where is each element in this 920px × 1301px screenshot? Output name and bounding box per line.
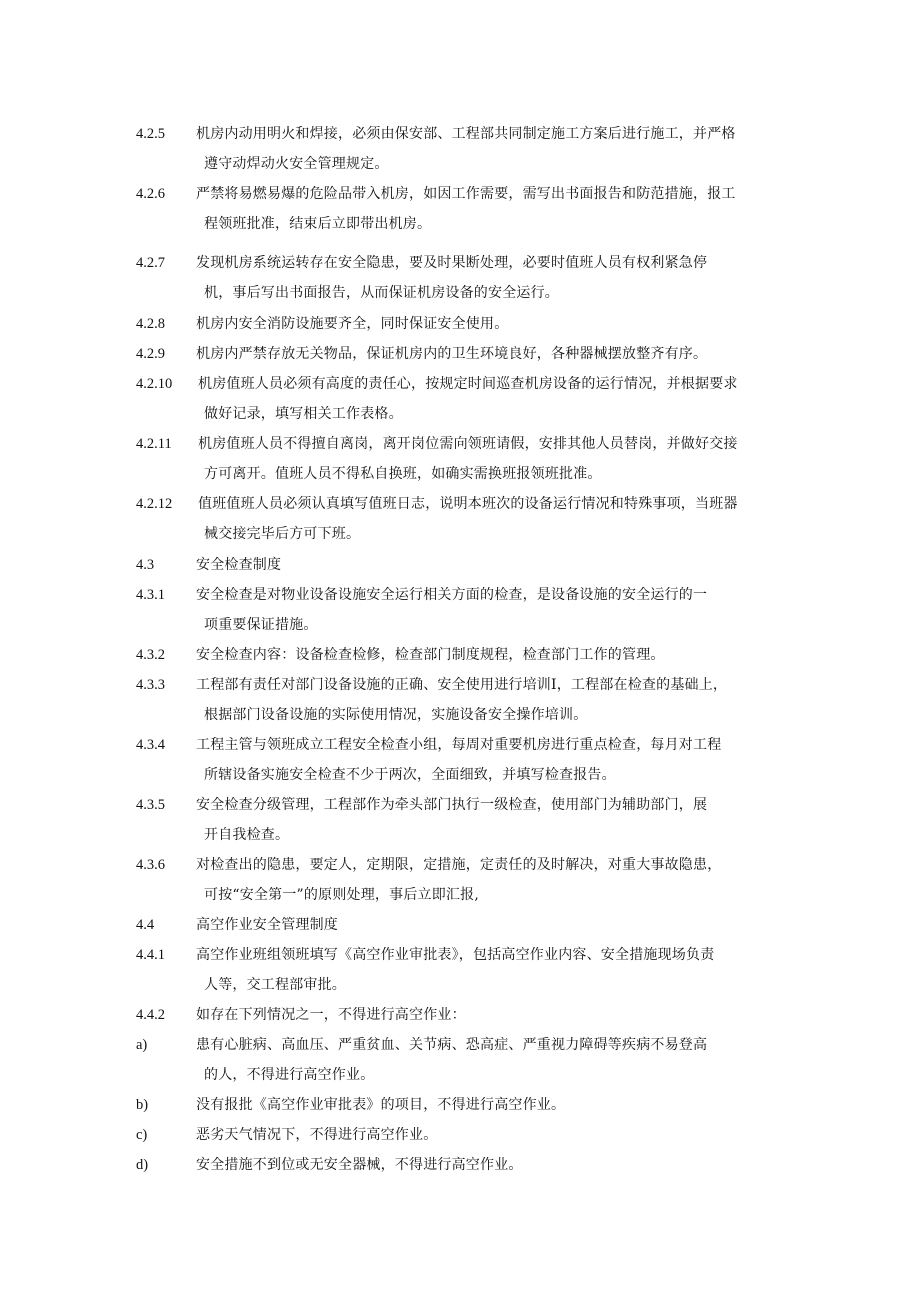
clause-text: 机房内严禁存放无关物品，保证机房内的卫生环境良好，各种器械摆放整齐有序。 — [196, 346, 708, 362]
clause-text: 机房值班人员必须有高度的责任心，按规定时间巡查机房设备的运行情况，并根据要求 — [198, 376, 738, 392]
clause-text: 值班值班人员必须认真填写值班日志，说明本班次的设备运行情况和特殊事项，当班器 — [198, 496, 738, 512]
list-item-c — [136, 1125, 796, 1145]
clause-number: 4.2.12 — [136, 496, 173, 512]
clause-4-4-2 — [136, 1005, 796, 1025]
clause-number: 4.3.1 — [136, 587, 165, 603]
section-4-4-heading — [136, 915, 796, 935]
list-item-d — [136, 1155, 796, 1175]
clause-4-2-10 — [136, 374, 796, 424]
clause-number: 4.4.2 — [136, 1007, 165, 1023]
clause-4-3-5 — [136, 795, 796, 845]
clause-text: 工程主管与领班成立工程安全检查小组，每周对重要机房进行重点检查，每月对工程 — [196, 737, 722, 753]
section-number: 4.3 — [136, 557, 155, 573]
clause-text-continued: 可按“安全第一”的原则处理，事后立即汇报, — [204, 887, 479, 903]
clause-4-2-5 — [136, 124, 796, 174]
clause-text-continued: 械交接完毕后方可下班。 — [204, 526, 361, 542]
clause-4-2-7 — [136, 253, 796, 303]
clause-number: 4.3.5 — [136, 797, 165, 813]
section-number: 4.4 — [136, 917, 155, 933]
clause-4-2-6 — [136, 184, 796, 234]
section-title: 高空作业安全管理制度 — [196, 917, 338, 933]
clause-text: 如存在下列情况之一，不得进行高空作业： — [196, 1007, 466, 1023]
clause-text-continued: 根据部门设备设施的实际使用情况，实施设备安全操作培训。 — [204, 707, 588, 723]
list-marker: a) — [136, 1037, 148, 1053]
clause-text-continued: 方可离开。值班人员不得私自换班，如确实需换班报领班批准。 — [204, 466, 602, 482]
clause-text: 安全检查分级管理，工程部作为牵头部门执行一级检查，使用部门为辅助部门，展 — [196, 797, 708, 813]
clause-number: 4.2.11 — [136, 436, 172, 452]
clause-number: 4.3.2 — [136, 647, 165, 663]
clause-text: 机房值班人员不得擅自离岗，离开岗位需向领班请假，安排其他人员替岗，并做好交接 — [198, 436, 738, 452]
clause-text-continued: 项重要保证措施。 — [204, 617, 318, 633]
clause-text-continued: 开自我检查。 — [204, 827, 290, 843]
list-item-text-continued: 的人，不得进行高空作业。 — [204, 1067, 375, 1083]
clause-4-2-12 — [136, 494, 796, 544]
clause-4-2-9 — [136, 344, 796, 364]
list-item-text: 患有心脏病、高血压、严重贫血、关节病、恐高症、严重视力障碍等疾病不易登高 — [196, 1037, 708, 1053]
clause-text-continued: 遵守动焊动火安全管理规定。 — [204, 156, 389, 172]
clause-text: 对检查出的隐患，要定人，定期限，定措施，定责任的及时解决，对重大事故隐患， — [196, 857, 722, 873]
clause-4-3-2 — [136, 645, 796, 665]
clause-number: 4.4.1 — [136, 947, 165, 963]
section-title: 安全检查制度 — [196, 557, 282, 573]
list-item-text: 安全措施不到位或无安全器械，不得进行高空作业。 — [196, 1157, 523, 1173]
clause-text: 安全检查是对物业设备设施安全运行相关方面的检查，是设备设施的安全运行的一 — [196, 587, 708, 603]
clause-number: 4.3.3 — [136, 677, 165, 693]
clause-text-continued: 做好记录，填写相关工作表格。 — [204, 406, 403, 422]
clause-text-continued: 程领班批准，结束后立即带出机房。 — [204, 216, 432, 232]
clause-number: 4.3.4 — [136, 737, 165, 753]
clause-4-3-4 — [136, 735, 796, 785]
clause-number: 4.2.6 — [136, 186, 165, 202]
clause-number: 4.2.9 — [136, 346, 165, 362]
section-4-3-heading — [136, 555, 796, 575]
clause-number: 4.2.7 — [136, 255, 165, 271]
clause-number: 4.2.5 — [136, 126, 165, 142]
list-marker: b) — [136, 1097, 149, 1113]
list-item-text: 没有报批《高空作业审批表》的项目，不得进行高空作业。 — [196, 1097, 566, 1113]
clause-number: 4.2.10 — [136, 376, 173, 392]
clause-text: 机房内安全消防设施要齐全，同时保证安全使用。 — [196, 316, 509, 332]
clause-number: 4.3.6 — [136, 857, 165, 873]
list-marker: c) — [136, 1127, 148, 1143]
clause-text-continued: 所辖设备实施安全检查不少于两次，全面细致，并填写检查报告。 — [204, 767, 616, 783]
clause-number: 4.2.8 — [136, 316, 165, 332]
list-item-text: 恶劣天气情况下，不得进行高空作业。 — [196, 1127, 438, 1143]
clause-text: 机房内动用明火和焊接，必须由保安部、工程部共同制定施工方案后进行施工，并严格 — [196, 126, 736, 142]
list-item-b — [136, 1095, 796, 1115]
clause-text: 严禁将易燃易爆的危险品带入机房，如因工作需要，需写出书面报告和防范措施，报工 — [196, 186, 736, 202]
clause-4-4-1 — [136, 945, 796, 995]
clause-text-continued: 人等，交工程部审批。 — [204, 977, 346, 993]
list-marker: d) — [136, 1157, 149, 1173]
list-item-a — [136, 1035, 796, 1085]
clause-text: 安全检查内容：设备检查检修，检查部门制度规程，检查部门工作的管理。 — [196, 647, 665, 663]
clause-4-3-3 — [136, 675, 796, 725]
clause-text: 高空作业班组领班填写《高空作业审批表》，包括高空作业内容、安全措施现场负责 — [196, 947, 715, 963]
clause-4-3-6 — [136, 855, 796, 905]
clause-text-continued: 机，事后写出书面报告，从而保证机房设备的安全运行。 — [204, 285, 559, 301]
clause-text: 工程部有责任对部门设备设施的正确、安全使用进行培训I，工程部在检查的基础上， — [196, 677, 728, 693]
clause-4-3-1 — [136, 585, 796, 635]
clause-4-2-8 — [136, 314, 796, 334]
clause-4-2-11 — [136, 434, 796, 484]
clause-text: 发现机房系统运转存在安全隐患，要及时果断处理，必要时值班人员有权利紧急停 — [196, 255, 708, 271]
